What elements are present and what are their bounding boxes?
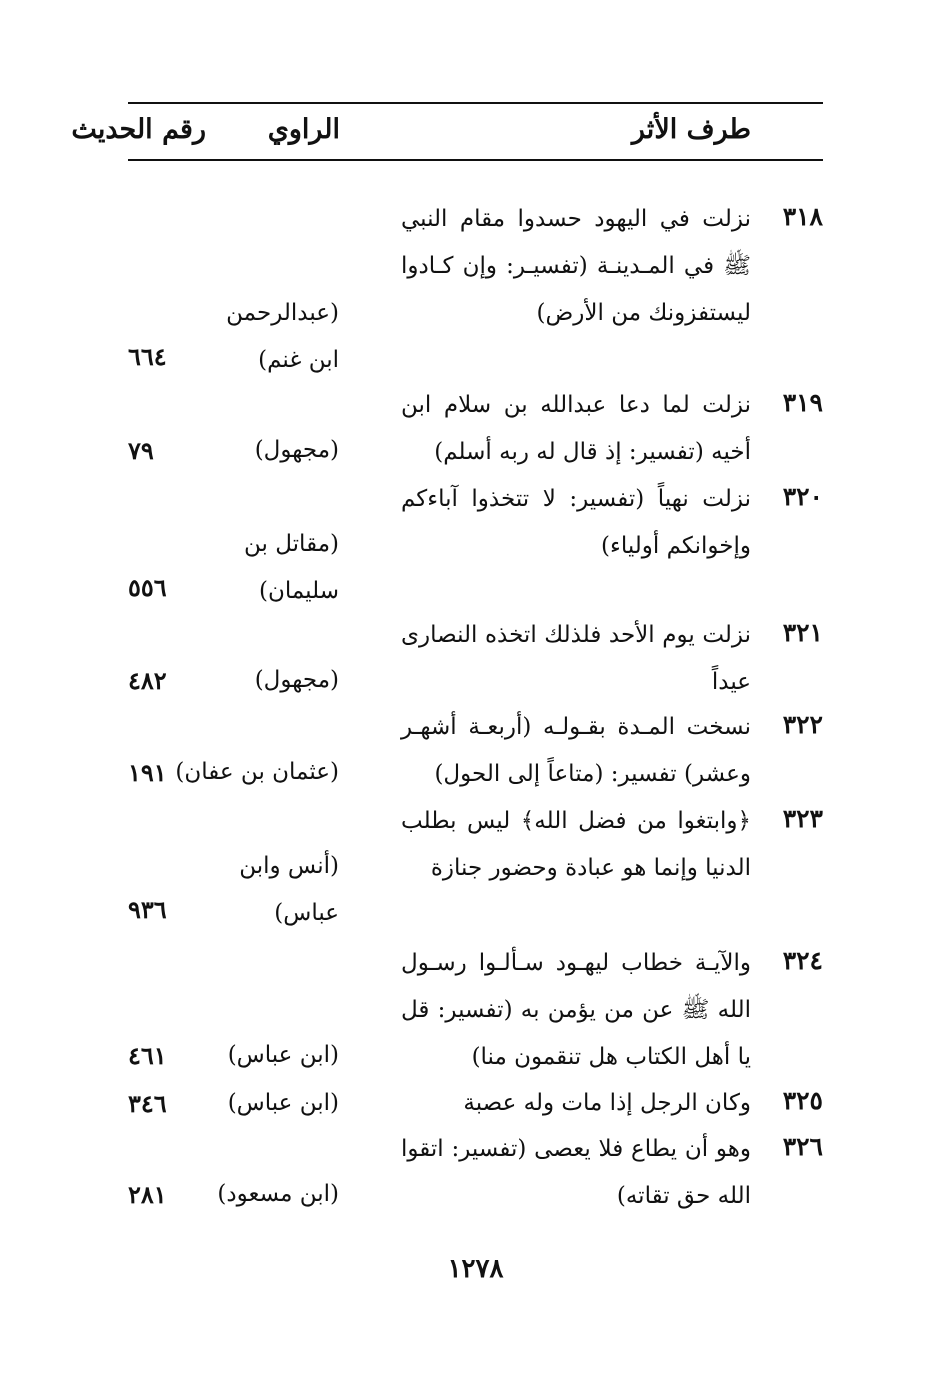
entry-narrator: (ابن عباس) — [227, 1090, 339, 1116]
entry-narrator: (مجهول) — [254, 437, 339, 463]
entry-number: ٣٢٥ — [782, 1086, 823, 1115]
entry-text: نسخت المـدة بقـولـه (أربعـة أشهـر وعشر) تفسير: (متاعاً إلى الحول) — [401, 714, 751, 787]
column-header-narrator: الراوي — [267, 114, 340, 145]
entry-hadith-number: ٦٦٤ — [128, 342, 167, 371]
entry-narrator: (ابن مسعود) — [217, 1181, 339, 1207]
entry-text: نزلت لما دعا عبدالله بن سلام ابن أخيه (تفسير: إذ قال له ربه أسلم) — [401, 392, 751, 465]
entry-number: ٣٢٣ — [782, 804, 823, 833]
entry-narrator: (أنس وابن عباس) — [239, 853, 339, 926]
header-top-rule — [128, 102, 823, 104]
entry-hadith-number: ٥٥٦ — [128, 573, 167, 602]
entry-text: والآيـة خطاب ليهـود سـألـوا رسـول الله ﷺ عن من يؤمن به (تفسير: قل يا أهل الكتاب هل تنقمون منا) — [401, 950, 751, 1070]
entry-narrator: (مقاتل بن سليمان) — [244, 531, 339, 604]
entry-text: ﴿وابتغوا من فضل الله﴾ ليس بطلب الدنيا وإنما هو عبادة وحضور جنازة — [401, 808, 751, 881]
column-header-athar: طرف الأثر — [631, 114, 751, 145]
column-header-hadith-number: رقم الحديث — [71, 114, 206, 145]
entry-hadith-number: ٧٩ — [128, 436, 154, 465]
page-number: ١٢٧٨ — [447, 1254, 504, 1284]
entry-number: ٣١٨ — [782, 202, 823, 231]
entry-hadith-number: ٣٤٦ — [128, 1089, 167, 1118]
entry-text: نزلت في اليهود حسدوا مقام النبي ﷺ في المـدينـة (تفسيـر: وإن كـادوا ليستفزونك من الأرض) — [401, 206, 751, 326]
entry-text: وهو أن يطاع فلا يعصى (تفسير: اتقوا الله حق تقاته) — [401, 1136, 751, 1209]
entry-text: نزلت يوم الأحد فلذلك اتخذه النصارى عيداً — [401, 622, 751, 695]
entry-text: نزلت نهياً (تفسير: لا تتخذوا آباءكم وإخوانكم أولياء) — [401, 486, 751, 559]
entry-text: وكان الرجل إذا مات وله عصبة — [463, 1090, 751, 1116]
entry-number: ٣١٩ — [782, 388, 823, 417]
entry-hadith-number: ٩٣٦ — [128, 895, 167, 924]
entry-narrator: (عبدالرحمن ابن غنم) — [226, 300, 339, 373]
entry-narrator: (مجهول) — [254, 667, 339, 693]
entry-number: ٣٢٢ — [782, 710, 823, 739]
entry-narrator: (عثمان بن عفان) — [175, 759, 339, 785]
entry-narrator: (ابن عباس) — [227, 1042, 339, 1068]
entry-number: ٣٢٤ — [782, 946, 823, 975]
entry-hadith-number: ٢٨١ — [128, 1180, 167, 1209]
entry-hadith-number: ٤٨٢ — [128, 666, 167, 695]
entry-hadith-number: ١٩١ — [128, 758, 167, 787]
entry-number: ٣٢١ — [782, 618, 823, 647]
entry-number: ٣٢٦ — [782, 1132, 823, 1161]
entry-hadith-number: ٤٦١ — [128, 1041, 167, 1070]
entry-number: ٣٢٠ — [782, 482, 823, 511]
header-bottom-rule — [128, 159, 823, 161]
